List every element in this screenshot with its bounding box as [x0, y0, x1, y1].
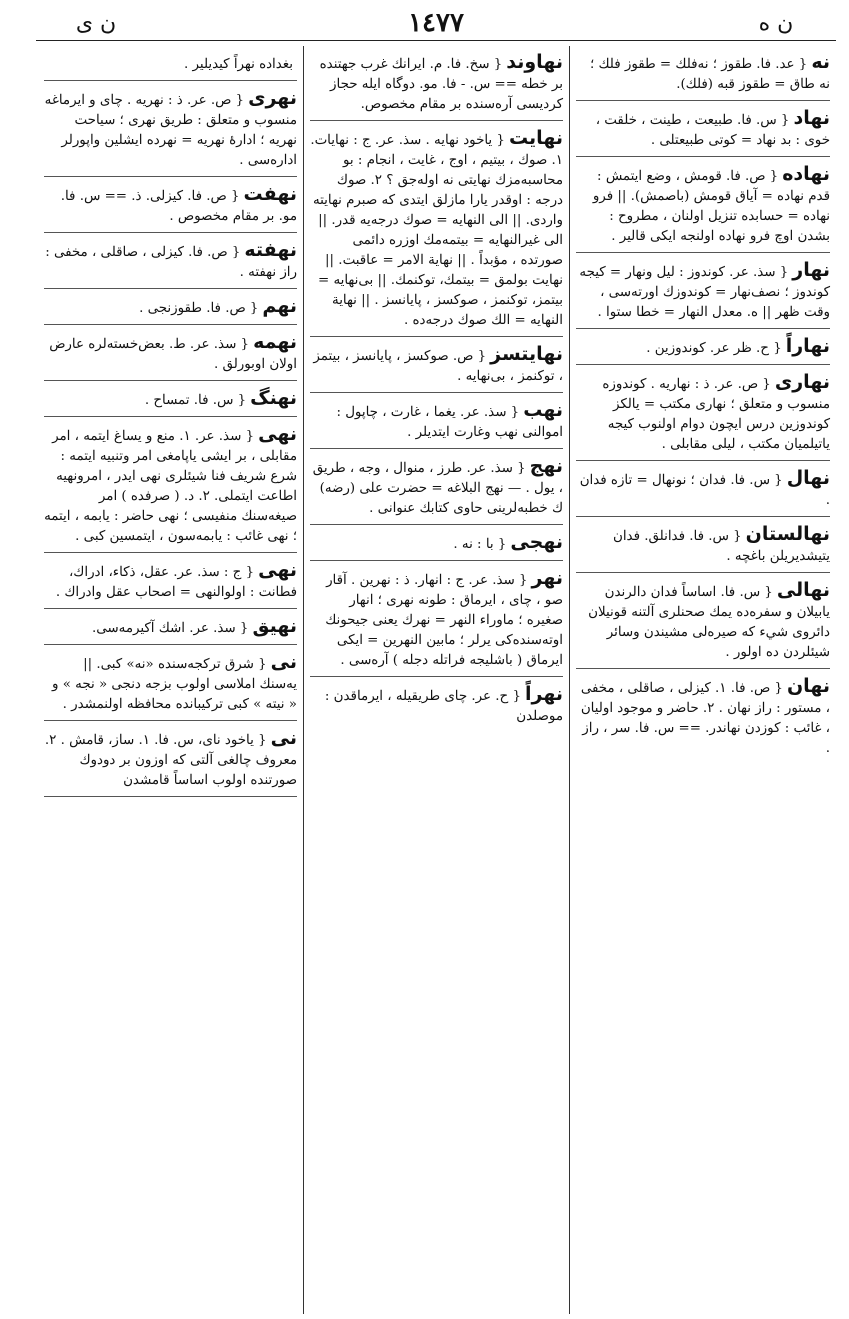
dictionary-entry: [310, 456, 563, 525]
headword: نهايت: [508, 127, 563, 149]
dictionary-entry: [310, 344, 563, 393]
headword: نى: [270, 651, 297, 673]
dictionary-entry: [576, 108, 830, 157]
dictionary-entry: [310, 532, 563, 561]
definition: { س. فا. فدان ؛ نونهال = تازه فدان .: [579, 473, 830, 508]
definition: { س. فا. فدانلق. فدان يتيشديريلن باغچه .: [613, 529, 830, 564]
dictionary-entry: [310, 52, 563, 121]
column-1: [570, 46, 836, 1314]
headword: نهال: [786, 467, 830, 489]
dictionary-entry: [44, 184, 297, 233]
definition: { س. فا. اساساً فدان دالرندن يابيلان و سفره‌ده يمك صحنلرى آلتنه قونيلان دائروى شيء كه صيره‌لى مشيندن وسائر شيئلردن ده اولور .: [588, 585, 830, 660]
definition: { س. فا. طبيعت ، طينت ، خلقت ، خوى : بد نهاد = كوتى طبيعتلى .: [595, 113, 830, 148]
headword: نهارى: [774, 371, 830, 393]
definition: { ص. فا. قومش ، وضع ايتمش : قدم نهاده = آياق قومش (باصمش). || فرو نهاده = حسابده تنزيل اولنان ، مطروح : بشدن اوچ فرو نهاده اولنجه ايكى قالير .: [592, 169, 830, 244]
page-header: [36, 6, 836, 41]
dictionary-entry: [44, 560, 297, 609]
dictionary-entry: [576, 260, 830, 329]
column-3: [38, 46, 304, 1314]
dictionary-entry: [44, 616, 297, 645]
headword: نى: [270, 727, 297, 749]
definition: { شرق تركجه‌سنده «نه» كبى. || يه‌سنك املاسى اولوب بزجه دنجى « نجه » و « نيته » كبى تركيبانده محافظه اولنمشدر .: [51, 657, 297, 712]
definition: { ص. عر. ذ : نهاريه . كوندوزه منسوب و متعلق ؛ نهارى مكتب = يالكز كوندوزين درس ايچون دوام اولنوب كيجه ياتيلميان مكتب ، ليلى مقابلى .: [602, 377, 830, 452]
definition: { با : نه .: [453, 537, 507, 552]
headword: نهايتسز: [490, 343, 563, 365]
page-number: ١٤٧٧: [408, 8, 464, 38]
definition: { سذ. عر. كوندوز : ليل ونهار = كيجه كوندوز ؛ نصف‌نهار = كوندوزك اورته‌سى ، وقت ظهر || ه. معدل النهار = خطا ستوا .: [579, 265, 830, 320]
headword: نهيق: [252, 615, 297, 637]
definition: { سذ. عر. يغما ، غارت ، چاپول : اموالنى نهب وغارت ايتديلر .: [336, 405, 563, 440]
dictionary-entry: [310, 128, 563, 337]
dictionary-entry: [576, 52, 830, 101]
definition: { ص. فا. كيزلى ، صاقلى ، مخفى : راز نهفته .: [45, 245, 297, 280]
column-2: [304, 46, 570, 1314]
definition: { عد. فا. طقوز ؛ نه‌فلك = طقوز فلك ؛ نه طاق = طقوز قبه (فلك).: [589, 57, 830, 92]
headword: نهالى: [776, 579, 830, 601]
dictionary-entry: [310, 568, 563, 677]
headword: نهاراً: [785, 335, 830, 357]
dictionary-entry: [44, 240, 297, 289]
definition: بغداده نهراً كيديلير .: [184, 57, 293, 72]
headword: نهاوند: [506, 51, 563, 73]
definition: { ح. عر. چاى طريقيله ، ايرماقدن : موصلدن: [324, 689, 563, 724]
definition: { سذ. عر. ج : انهار. ذ : نهرين . آقار صو ، چاى ، ايرماق : طونه نهرى ؛ انهار صغيره ؛ ماوراء النهر = نهرك يعنى جيحونك اوته‌سنده‌كى يرلر ؛ مابين النهرين = ايكى ايرماق ( باشليجه فراتله دجله ) آره‌سى .: [325, 573, 563, 668]
dictionary-entry: [576, 676, 830, 764]
dictionary-entry: [44, 728, 297, 797]
dictionary-entry: [44, 804, 297, 832]
dictionary-entry: [44, 332, 297, 381]
headword: نهاده: [782, 163, 830, 185]
dictionary-entry: [44, 88, 297, 177]
dictionary-columns: [36, 46, 836, 1314]
dictionary-entry: [44, 296, 297, 325]
header-right-letters: ن ه: [758, 10, 794, 36]
dictionary-entry: [576, 336, 830, 365]
headword: نهج: [529, 455, 563, 477]
header-left-letters: ن ى: [75, 10, 117, 36]
definition: { ص. فا. ١. كيزلى ، صاقلى ، مخفى ، مستور : راز نهان . ٢. حاضر و موجود اوليان ، غائب : كوزدن نهاندر. == س. فا. سر ، راز .: [580, 681, 830, 756]
definition: { سذ. عر. ١. منع و يساغ ايتمه ، امر مقابلى ، بر ايشى ياپامغى امر وتنبيه ايتمه : شرع شريف فنا شيئلرى نهى ايدر ، امرونهيه اطاعت ايتملى. ٢. د. ( صرفده ) امر صيغه‌سنك منفيسى ؛ نهى حاضر : يابمه ، ايتمه ؛ نهى غائب : يابمه‌سون ، ايتمسين كبى .: [44, 429, 297, 544]
dictionary-entry: [44, 424, 297, 553]
definition: { سخ. فا. م. ايرانك غرب جهتنده بر خطه == س. - فا. مو. دوگاه ايله حجاز كرديسى آره‌سنده بر مقام مخصوص.: [319, 57, 563, 112]
dictionary-entry: [576, 164, 830, 253]
headword: نهى: [258, 559, 297, 581]
definition: { ياخود ناى، س. فا. ١. ساز، قامش . ٢. معروف چالغى آلتى كه اوزون بر دودوك صورتنده اولوب اساساً قامشدن: [44, 733, 297, 788]
headword: نهفته: [244, 239, 297, 261]
definition: { سذ. عر. طرز ، منوال ، وجه ، طريق ، يول . — نهج البلاغه = حضرت على (رضه) ك خطبه‌لرينى حاوى كتابك عنوانى .: [312, 461, 563, 516]
headword: نهاد: [793, 107, 830, 129]
headword: نهب: [523, 399, 563, 421]
definition: { سذ. عر. اشك آكيرمه‌سى.: [92, 621, 249, 636]
dictionary-entry: [44, 52, 297, 81]
definition: { ص. فا. كيزلى. ذ. == س. فا. مو. بر مقام مخصوص .: [60, 189, 297, 224]
headword: نهان: [786, 675, 830, 697]
headword: نه: [811, 51, 830, 73]
headword: نهار: [792, 259, 830, 281]
dictionary-entry: [576, 524, 830, 573]
headword: نهفت: [243, 183, 297, 205]
dictionary-entry: [44, 652, 297, 721]
definition: { ص. صوكسز ، پايانسز ، بيتمز ، توكنمز ، بى‌نهايه .: [313, 349, 563, 384]
definition: { سذ. عر. ط. بعض‌خسته‌لره عارض اولان اوبورلق .: [49, 337, 297, 372]
headword: نهمه: [253, 331, 297, 353]
dictionary-entry: [576, 468, 830, 517]
dictionary-entry: [310, 684, 563, 732]
dictionary-entry: [44, 388, 297, 417]
definition: { ح. ظر عر. كوندوزين .: [646, 341, 782, 356]
headword: نهم: [262, 295, 297, 317]
definition: { ص. عر. ذ : نهريه . چاى و ايرماغه منسوب و متعلق : طريق نهرى ؛ سياحت نهريه ؛ ادارهٔ نهريه = نهرده ايشلين واپورلر اداره‌سى .: [44, 93, 297, 168]
definition: { ص. فا. طقوزنجى .: [139, 301, 259, 316]
headword: نهراً: [524, 683, 563, 705]
headword: نهرى: [248, 87, 297, 109]
dictionary-entry: [310, 400, 563, 449]
headword: نهنگ: [250, 387, 297, 409]
definition: { ياخود نهايه . سذ. عر. ج : نهايات. ١. صوك ، بيتيم ، اوج ، غايت ، انجام : بو محاسبه‌مزك نهايتى نه اوله‌جق ؟ ٢. صوك درجه : اوقدر يارا مازلق ايتدى كه صبرم نهايته واردى. || الى النهايه = صوك درجه‌يه قدر. || الى غيرالنهايه = بيتمه‌مك اوزره دائمى صورتده ، مؤبداً . || نهاية الامر = عاقبت. || نهايت بولمق = بيتمك، توكنمك. || بى‌نهايه = بيتمز، توكنمز ، صوكسز ، پايانسز . || نهاية النهايه = الك صوك درجه‌ده .: [310, 133, 563, 328]
headword: نهر: [531, 567, 563, 589]
headword: نهالستان: [745, 523, 830, 545]
definition: { س. فا. تمساح .: [144, 393, 247, 408]
dictionary-entry: [576, 372, 830, 461]
headword: نهجى: [510, 531, 563, 553]
headword: نهى: [258, 423, 297, 445]
dictionary-entry: [576, 580, 830, 669]
definition: { ج : سذ. عر. عقل، ذكاء، ادراك، فطانت : اولوالنهى = اصحاب عقل وادراك .: [55, 565, 297, 600]
